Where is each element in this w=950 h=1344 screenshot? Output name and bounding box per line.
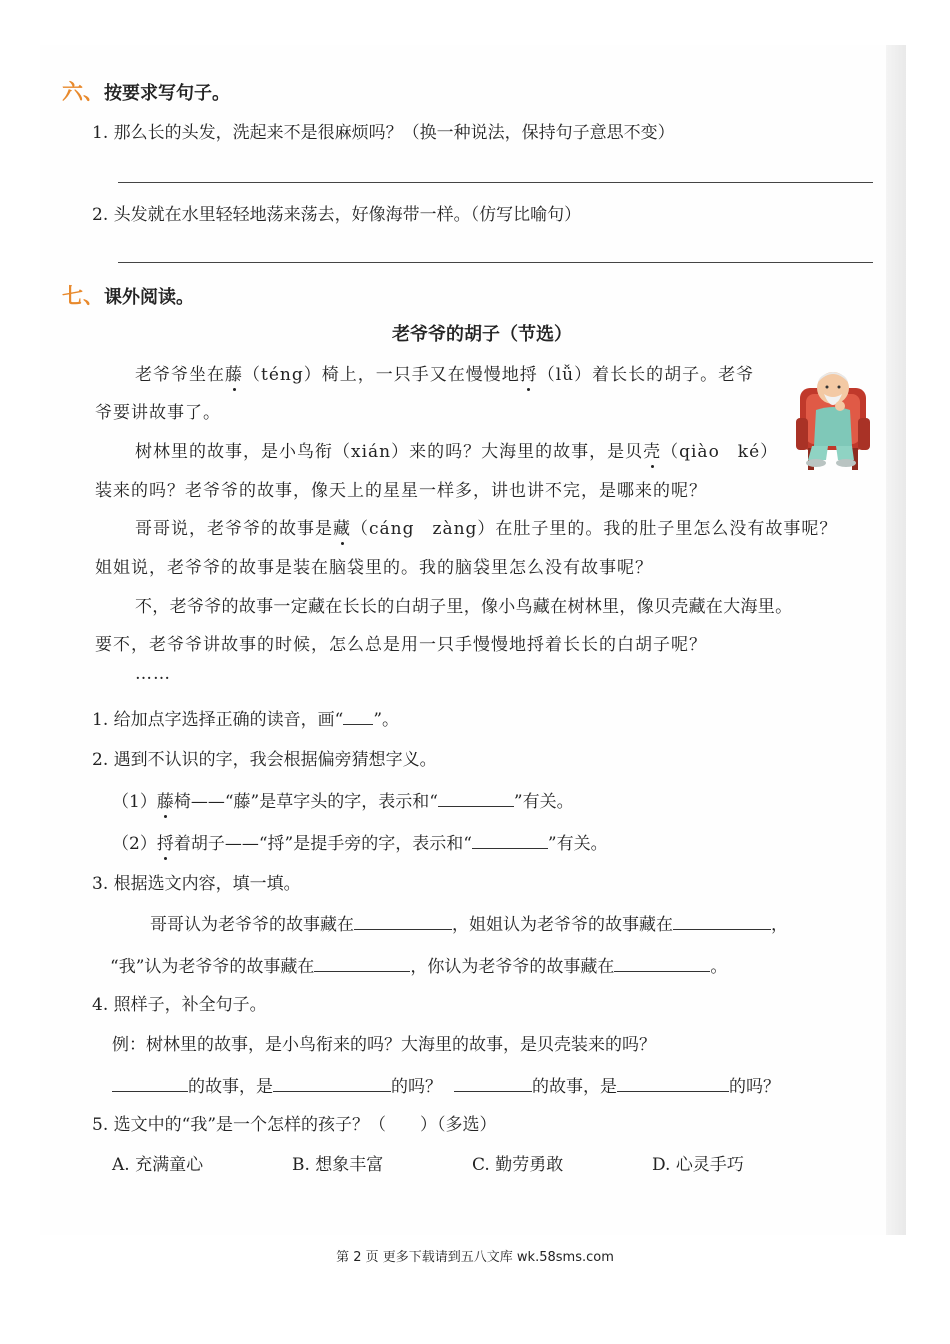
- blank-q4-1[interactable]: [112, 1074, 188, 1092]
- reading-question-1: 1. 给加点字选择正确的读音，画“ ”。: [92, 705, 399, 730]
- section-6-header: [62, 76, 230, 106]
- passage-para-3-line-2: 姐姐说，老爷爷的故事是装在脑袋里的。我的脑袋里怎么没有故事呢？: [95, 558, 653, 578]
- reading-question-3-line-1: 哥哥认为老爷爷的故事藏在 ，姐姐认为老爷爷的故事藏在 ，: [150, 910, 788, 935]
- passage-para-2-line-2: 装来的吗？老爷爷的故事，像天上的星星一样多，讲也讲不完，是哪来的呢？: [95, 481, 707, 501]
- blank-q2-1[interactable]: [438, 789, 514, 807]
- passage-para-1-line-2: 爷要讲故事了。: [95, 403, 221, 423]
- reading-question-4-answer: 的故事，是 的吗？ 的故事，是 的吗？: [112, 1072, 780, 1097]
- grandpa-in-chair-icon: [788, 360, 880, 472]
- reading-question-2-2: （2）捋着胡子——“捋”是提手旁的字，表示和“ ”有关。: [112, 829, 608, 854]
- blank-q3-2[interactable]: [673, 912, 771, 930]
- reading-question-4-example: 例：树林里的故事，是小鸟衔来的吗？大海里的故事，是贝壳装来的吗？: [112, 1035, 656, 1055]
- reading-question-2-1: （1）藤椅——“藤”是草字头的字，表示和“ ”有关。: [112, 787, 574, 812]
- reading-question-3: 3. 根据选文内容，填一填。: [92, 874, 301, 894]
- page-footer: 第 2 页 更多下载请到五八文库 wk.58sms.com: [336, 1250, 614, 1265]
- section-7-title: 课外阅读。: [104, 287, 194, 308]
- answer-line-6-2[interactable]: [118, 262, 873, 263]
- passage-para-3-line-1: 哥哥说，老爷爷的故事是藏（cáng zàng）在肚子里的。我的肚子里怎么没有故事呢？: [135, 514, 837, 539]
- passage-para-2-line-1: 树林里的故事，是小鸟衔（xián）来的吗？大海里的故事，是贝壳（qiào ké）: [135, 437, 778, 462]
- section-7-header: [62, 280, 194, 310]
- passage-para-4-line-2: 要不，老爷爷讲故事的时候，怎么总是用一只手慢慢地捋着长长的白胡子呢？: [95, 635, 707, 655]
- reading-question-5: 5. 选文中的“我”是一个怎样的孩子？（ ）（多选）: [92, 1115, 497, 1135]
- blank-q2-2[interactable]: [472, 831, 548, 849]
- blank-q4-3[interactable]: [454, 1074, 532, 1092]
- section-7-number: 七、: [62, 284, 104, 308]
- page-edge: [886, 45, 906, 1235]
- reading-question-2: 2. 遇到不认识的字，我会根据偏旁猜想字义。: [92, 750, 437, 770]
- passage-title: 老爷爷的胡子（节选）: [392, 324, 572, 345]
- passage-para-4-line-1: 不，老爷爷的故事一定藏在长长的白胡子里，像小鸟藏在树林里，像贝壳藏在大海里。: [135, 597, 793, 617]
- section-6-question-1: 1. 那么长的头发，洗起来不是很麻烦吗？（换一种说法，保持句子意思不变）: [92, 123, 675, 143]
- passage-ellipsis: ……: [135, 664, 171, 684]
- blank-q1: [343, 707, 373, 725]
- option-b[interactable]: B. 想象丰富: [292, 1155, 384, 1175]
- option-c[interactable]: C. 勤劳勇敢: [472, 1155, 564, 1175]
- blank-q4-4[interactable]: [617, 1074, 729, 1092]
- reading-question-3-line-2: “我”认为老爷爷的故事藏在 ，你认为老爷爷的故事藏在 。: [110, 952, 727, 977]
- section-6-title: 按要求写句子。: [104, 83, 230, 104]
- option-d[interactable]: D. 心灵手巧: [652, 1155, 744, 1175]
- reading-question-4: 4. 照样子，补全句子。: [92, 995, 267, 1015]
- option-a[interactable]: A. 充满童心: [112, 1155, 204, 1175]
- section-6-number: 六、: [62, 80, 104, 104]
- blank-q3-3[interactable]: [314, 954, 410, 972]
- section-6-question-2: 2. 头发就在水里轻轻地荡来荡去，好像海带一样。（仿写比喻句）: [92, 205, 582, 225]
- answer-line-6-1[interactable]: [118, 182, 873, 183]
- blank-q4-2[interactable]: [273, 1074, 391, 1092]
- blank-q3-1[interactable]: [354, 912, 452, 930]
- blank-q3-4[interactable]: [614, 954, 710, 972]
- passage-para-1-line-1: 老爷爷坐在藤（téng）椅上，一只手又在慢慢地捋（lǚ）着长长的胡子。老爷: [135, 360, 754, 385]
